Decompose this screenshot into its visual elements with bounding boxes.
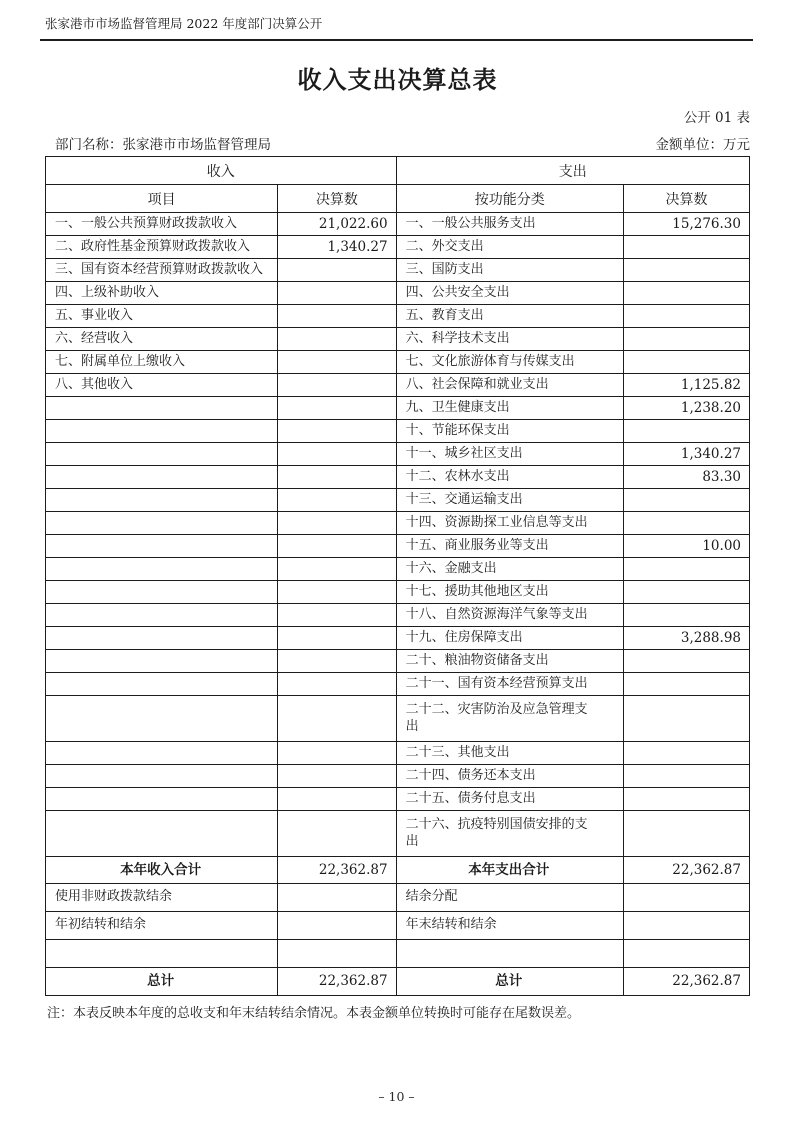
- income-amount-cell: [278, 696, 396, 742]
- expense-item-cell: 二十二、灾害防治及应急管理支出: [396, 696, 623, 742]
- expense-item-cell: 九、卫生健康支出: [396, 397, 623, 420]
- income-item-cell: 一、一般公共预算财政拨款收入: [46, 213, 278, 236]
- expense-item-cell: 八、社会保障和就业支出: [396, 374, 623, 397]
- table-row: [46, 627, 750, 650]
- table-row: [46, 968, 750, 996]
- expense-item-cell: 总计: [396, 968, 623, 996]
- expense-amount-cell: 1,238.20: [623, 397, 749, 420]
- table-row: [46, 443, 750, 466]
- expense-item-cell: 十三、交通运输支出: [396, 489, 623, 512]
- income-item-cell: 五、事业收入: [46, 305, 278, 328]
- expense-amount-cell: [623, 581, 749, 604]
- income-amount-cell: [278, 489, 396, 512]
- section-header-row: [46, 157, 750, 185]
- footnote: 注：本表反映本年度的总收支和年末结转结余情况。本表金额单位转换时可能存在尾数误差。: [47, 1006, 581, 1021]
- expense-item-cell: 二十、粮油物资储备支出: [396, 650, 623, 673]
- income-amount-cell: [278, 328, 396, 351]
- expense-amount-cell: [623, 282, 749, 305]
- income-item-cell: [46, 650, 278, 673]
- expense-item-cell: 十、节能环保支出: [396, 420, 623, 443]
- page-number: – 10 –: [378, 1089, 415, 1104]
- expense-amount-cell: [623, 884, 749, 912]
- income-amount-cell: [278, 443, 396, 466]
- table-number: 公开 01 表: [683, 110, 750, 126]
- income-item-cell: [46, 420, 278, 443]
- income-amount-cell: [278, 512, 396, 535]
- expense-amount-cell: [623, 489, 749, 512]
- expense-item-cell: 二、外交支出: [396, 236, 623, 259]
- expense-amount-cell: 1,340.27: [623, 443, 749, 466]
- income-item-cell: [46, 811, 278, 857]
- income-item-cell: [46, 512, 278, 535]
- table-row: [46, 236, 750, 259]
- department-name: 部门名称：张家港市市场监督管理局: [55, 137, 271, 153]
- unit-label: 金额单位：万元: [655, 137, 750, 153]
- expense-item-cell: 年末结转和结余: [396, 912, 623, 940]
- expense-item-cell: 十五、商业服务业等支出: [396, 535, 623, 558]
- income-amount-cell: [278, 282, 396, 305]
- income-amount-cell: [278, 259, 396, 282]
- table-row: [46, 305, 750, 328]
- expense-section-header: 支出: [396, 157, 749, 185]
- col-header-income-amount: 决算数: [278, 185, 396, 213]
- table-row: [46, 466, 750, 489]
- expense-item-cell: 七、文化旅游体育与传媒支出: [396, 351, 623, 374]
- expense-amount-cell: [623, 765, 749, 788]
- income-item-cell: 二、政府性基金预算财政拨款收入: [46, 236, 278, 259]
- final-accounts-table: [45, 156, 750, 996]
- income-amount-cell: [278, 374, 396, 397]
- table-row: [46, 788, 750, 811]
- income-amount-cell: [278, 535, 396, 558]
- expense-item-cell: 六、科学技术支出: [396, 328, 623, 351]
- expense-amount-cell: 22,362.87: [623, 857, 749, 884]
- income-item-cell: 使用非财政拨款结余: [46, 884, 278, 912]
- income-item-cell: 年初结转和结余: [46, 912, 278, 940]
- expense-item-cell: 结余分配: [396, 884, 623, 912]
- table-row: [46, 581, 750, 604]
- income-item-cell: [46, 940, 278, 968]
- income-section-header: 收入: [46, 157, 397, 185]
- expense-amount-cell: [623, 420, 749, 443]
- table-row: [46, 811, 750, 857]
- income-amount-cell: 22,362.87: [278, 968, 396, 996]
- expense-amount-cell: [623, 512, 749, 535]
- expense-item-cell: 十一、城乡社区支出: [396, 443, 623, 466]
- income-item-cell: 三、国有资本经营预算财政拨款收入: [46, 259, 278, 282]
- expense-item-cell: 二十三、其他支出: [396, 742, 623, 765]
- table-row: [46, 535, 750, 558]
- expense-amount-cell: [623, 940, 749, 968]
- expense-amount-cell: [623, 788, 749, 811]
- income-amount-cell: [278, 466, 396, 489]
- table-row: [46, 558, 750, 581]
- header-note: 张家港市市场监督管理局 2022 年度部门决算公开: [45, 16, 323, 31]
- income-item-cell: [46, 765, 278, 788]
- income-item-cell: 六、经营收入: [46, 328, 278, 351]
- expense-item-cell: 十八、自然资源海洋气象等支出: [396, 604, 623, 627]
- income-amount-cell: [278, 558, 396, 581]
- table-row: [46, 374, 750, 397]
- income-item-cell: [46, 581, 278, 604]
- col-header-item: 项目: [46, 185, 278, 213]
- expense-item-cell: 一、一般公共服务支出: [396, 213, 623, 236]
- income-item-cell: [46, 788, 278, 811]
- income-item-cell: [46, 489, 278, 512]
- expense-amount-cell: [623, 259, 749, 282]
- income-amount-cell: [278, 650, 396, 673]
- income-amount-cell: [278, 351, 396, 374]
- income-item-cell: [46, 604, 278, 627]
- expense-amount-cell: [623, 351, 749, 374]
- expense-item-cell: 十七、援助其他地区支出: [396, 581, 623, 604]
- expense-item-cell: 本年支出合计: [396, 857, 623, 884]
- income-item-cell: 本年收入合计: [46, 857, 278, 884]
- page-title: 收入支出决算总表: [297, 65, 498, 94]
- table-row: [46, 397, 750, 420]
- income-amount-cell: [278, 940, 396, 968]
- table-row: [46, 857, 750, 884]
- table-row: [46, 696, 750, 742]
- income-item-cell: [46, 535, 278, 558]
- table-row: [46, 940, 750, 968]
- expense-item-cell: 四、公共安全支出: [396, 282, 623, 305]
- table-row: [46, 489, 750, 512]
- income-item-cell: [46, 397, 278, 420]
- expense-amount-cell: 1,125.82: [623, 374, 749, 397]
- expense-amount-cell: 15,276.30: [623, 213, 749, 236]
- table-row: [46, 213, 750, 236]
- expense-amount-cell: [623, 650, 749, 673]
- income-amount-cell: [278, 811, 396, 857]
- expense-amount-cell: [623, 305, 749, 328]
- expense-item-cell: 二十四、债务还本支出: [396, 765, 623, 788]
- expense-item-cell: 十四、资源勘探工业信息等支出: [396, 512, 623, 535]
- expense-amount-cell: [623, 604, 749, 627]
- table-row: [46, 765, 750, 788]
- expense-item-cell: 二十五、债务付息支出: [396, 788, 623, 811]
- table-row: [46, 742, 750, 765]
- expense-amount-cell: 10.00: [623, 535, 749, 558]
- income-amount-cell: [278, 742, 396, 765]
- document-header: [40, 14, 753, 41]
- income-amount-cell: [278, 673, 396, 696]
- income-amount-cell: [278, 420, 396, 443]
- income-amount-cell: [278, 765, 396, 788]
- table-row: [46, 328, 750, 351]
- expense-amount-cell: 83.30: [623, 466, 749, 489]
- expense-amount-cell: [623, 811, 749, 857]
- income-amount-cell: [278, 627, 396, 650]
- income-amount-cell: [278, 305, 396, 328]
- expense-amount-cell: [623, 236, 749, 259]
- expense-amount-cell: [623, 696, 749, 742]
- expense-item-cell: 十九、住房保障支出: [396, 627, 623, 650]
- col-header-expense-amount: 决算数: [623, 185, 749, 213]
- table-row: [46, 512, 750, 535]
- col-header-function-class: 按功能分类: [396, 185, 623, 213]
- expense-amount-cell: 22,362.87: [623, 968, 749, 996]
- expense-item-cell: 二十六、抗疫特别国债安排的支出: [396, 811, 623, 857]
- table-meta-row: [45, 133, 750, 153]
- income-amount-cell: [278, 604, 396, 627]
- expense-item-cell: 五、教育支出: [396, 305, 623, 328]
- income-item-cell: 七、附属单位上缴收入: [46, 351, 278, 374]
- income-amount-cell: 22,362.87: [278, 857, 396, 884]
- income-item-cell: [46, 443, 278, 466]
- table-row: [46, 259, 750, 282]
- table-row: [46, 912, 750, 940]
- expense-item-cell: [396, 940, 623, 968]
- income-item-cell: [46, 673, 278, 696]
- column-header-row: [46, 185, 750, 213]
- income-item-cell: [46, 466, 278, 489]
- table-row: [46, 282, 750, 305]
- income-item-cell: 八、其他收入: [46, 374, 278, 397]
- expense-item-cell: 十二、农林水支出: [396, 466, 623, 489]
- income-item-cell: [46, 558, 278, 581]
- income-item-cell: [46, 627, 278, 650]
- income-item-cell: 总计: [46, 968, 278, 996]
- income-amount-cell: 21,022.60: [278, 213, 396, 236]
- expense-amount-cell: [623, 558, 749, 581]
- table-row: [46, 673, 750, 696]
- income-amount-cell: [278, 788, 396, 811]
- income-amount-cell: [278, 884, 396, 912]
- table-row: [46, 604, 750, 627]
- expense-item-cell: 二十一、国有资本经营预算支出: [396, 673, 623, 696]
- income-item-cell: 四、上级补助收入: [46, 282, 278, 305]
- table-row: [46, 420, 750, 443]
- income-item-cell: [46, 696, 278, 742]
- expense-amount-cell: [623, 912, 749, 940]
- expense-amount-cell: [623, 742, 749, 765]
- expense-amount-cell: [623, 673, 749, 696]
- income-item-cell: [46, 742, 278, 765]
- expense-amount-cell: [623, 328, 749, 351]
- expense-item-cell: 三、国防支出: [396, 259, 623, 282]
- income-amount-cell: [278, 581, 396, 604]
- table-row: [46, 351, 750, 374]
- expense-amount-cell: 3,288.98: [623, 627, 749, 650]
- income-amount-cell: [278, 397, 396, 420]
- income-amount-cell: [278, 912, 396, 940]
- income-amount-cell: 1,340.27: [278, 236, 396, 259]
- expense-item-cell: 十六、金融支出: [396, 558, 623, 581]
- table-row: [46, 884, 750, 912]
- table-row: [46, 650, 750, 673]
